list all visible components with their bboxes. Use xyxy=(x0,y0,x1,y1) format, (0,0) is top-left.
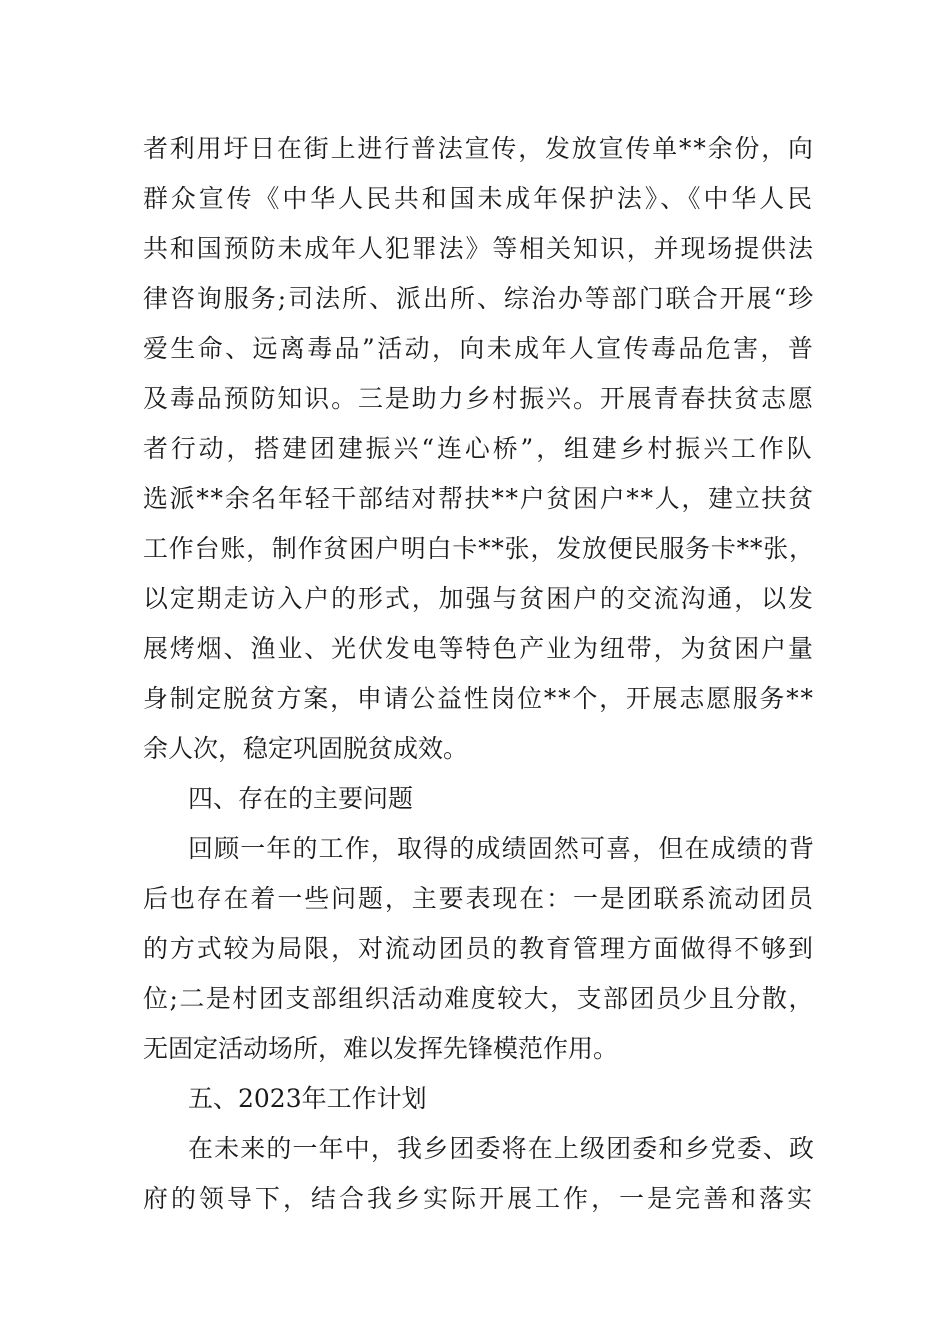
paragraph-last-line xyxy=(143,724,815,774)
text-line-content: 回顾一年的工作，取得的成绩固然可喜，但在成绩的背 xyxy=(188,834,816,863)
text-line-content: 选派**余名年轻干部结对帮扶**户贫困户**人，建立扶贫 xyxy=(143,484,815,513)
text-line-content: 共和国预防未成年人犯罪法》等相关知识，并现场提供法 xyxy=(143,234,815,263)
text-line xyxy=(143,424,815,474)
text-line-content: 工作台账，制作贫困户明白卡**张，发放便民服务卡**张， xyxy=(143,534,815,563)
text-line-content: 府的领导下，结合我乡实际开展工作，一是完善和落实 xyxy=(143,1184,816,1213)
text-line-content: 者利用圩日在街上进行普法宣传，发放宣传单**余份，向 xyxy=(143,134,815,163)
text-line-content: 展烤烟、渔业、光伏发电等特色产业为纽带，为贫困户量 xyxy=(143,634,815,663)
text-line xyxy=(143,674,815,724)
section-heading xyxy=(143,774,815,824)
section-heading-text: 五、2023年工作计划 xyxy=(188,1084,427,1113)
text-line-content: 及毒品预防知识。三是助力乡村振兴。开展青春扶贫志愿 xyxy=(143,384,815,413)
text-line-content: 后也存在着一些问题，主要表现在：一是团联系流动团员 xyxy=(143,884,815,913)
text-line-content: 在未来的一年中，我乡团委将在上级团委和乡党委、政 xyxy=(188,1134,816,1163)
text-line xyxy=(143,824,815,874)
text-line xyxy=(143,1124,815,1174)
text-line xyxy=(143,874,815,924)
text-line-content: 余人次，稳定巩固脱贫成效。 xyxy=(143,734,469,763)
document-body xyxy=(143,124,815,1224)
text-line xyxy=(143,274,815,324)
text-line-content: 爱生命、远离毒品”活动，向未成年人宣传毒品危害，普 xyxy=(143,334,816,363)
text-line-content: 群众宣传《中华人民共和国未成年保护法》、《中华人民 xyxy=(143,184,816,213)
text-line xyxy=(143,124,815,174)
text-line xyxy=(143,524,815,574)
text-line xyxy=(143,924,815,974)
text-line xyxy=(143,574,815,624)
paragraph-last-line xyxy=(143,1024,815,1074)
text-line xyxy=(143,324,815,374)
text-line-content: 的方式较为局限，对流动团员的教育管理方面做得不够到 xyxy=(143,934,815,963)
text-line-content: 身制定脱贫方案，申请公益性岗位**个，开展志愿服务** xyxy=(143,684,815,713)
text-line xyxy=(143,624,815,674)
section-heading-text: 四、存在的主要问题 xyxy=(188,784,414,813)
text-line-content: 位;二是村团支部组织活动难度较大，支部团员少且分散， xyxy=(143,984,815,1013)
text-line-content: 律咨询服务;司法所、派出所、综治办等部门联合开展“珍 xyxy=(143,284,816,313)
text-line-content: 以定期走访入户的形式，加强与贫困户的交流沟通，以发 xyxy=(143,584,815,613)
text-line xyxy=(143,974,815,1024)
text-line xyxy=(143,224,815,274)
text-line xyxy=(143,174,815,224)
section-heading xyxy=(143,1074,815,1124)
text-line xyxy=(143,1174,815,1224)
text-line-content: 者行动，搭建团建振兴“连心桥”，组建乡村振兴工作队 xyxy=(143,434,815,463)
text-line xyxy=(143,474,815,524)
text-line xyxy=(143,374,815,424)
text-line-content: 无固定活动场所，难以发挥先锋模范作用。 xyxy=(143,1034,619,1063)
